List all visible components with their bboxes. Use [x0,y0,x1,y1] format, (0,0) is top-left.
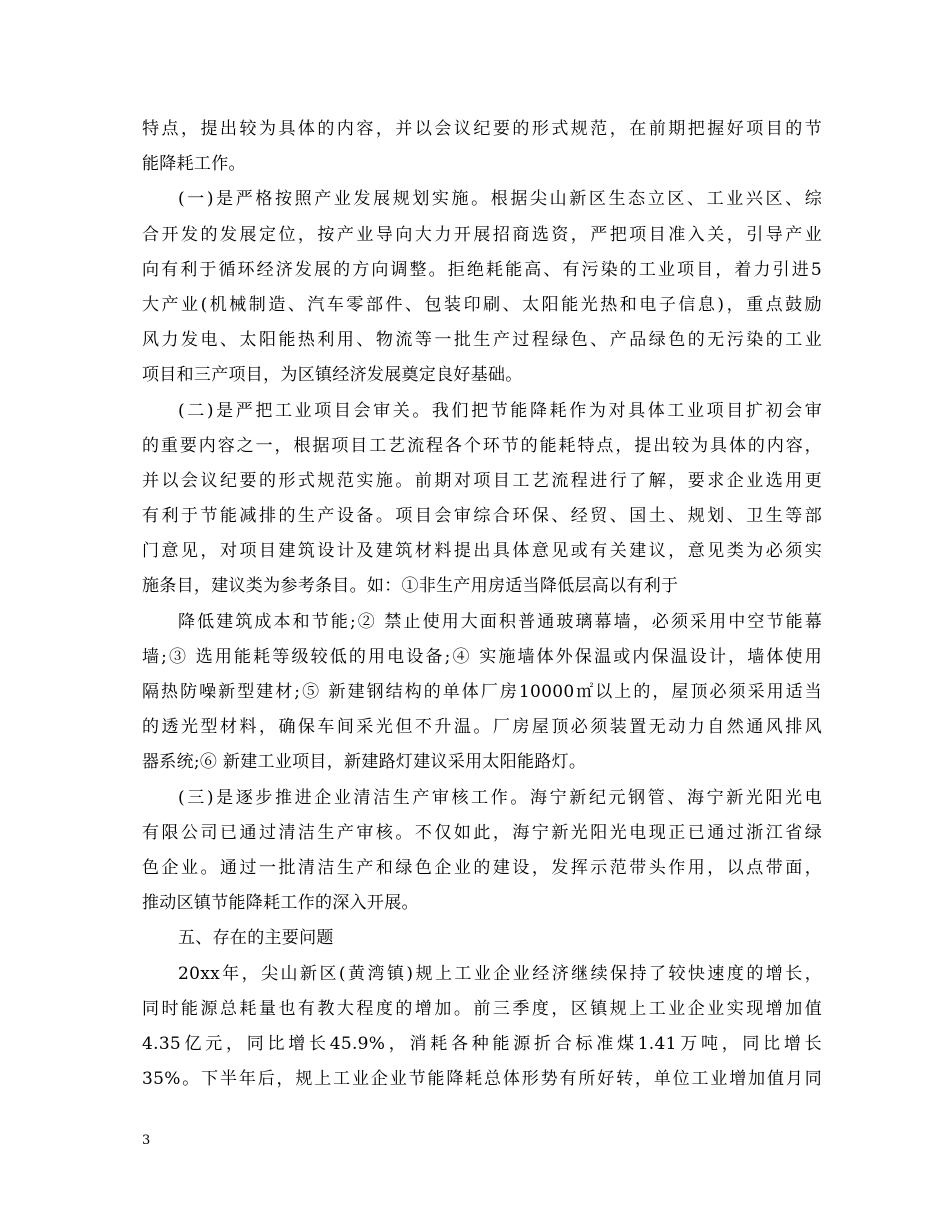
text-line: 大产业(机械制造、汽车零部件、包装印刷、太阳能光热和电子信息)，重点鼓励 [142,294,822,315]
text-line: 同时能源总耗量也有教大程度的增加。前三季度，区镇规上工业企业实现增加值 [142,998,822,1019]
text-line: 项目和三产项目，为区镇经济发展奠定良好基础。 [142,365,523,386]
text-line: 器系统;⑥ 新建工业项目，新建路灯建议采用太阳能路灯。 [142,752,587,773]
page-number: 3 [142,1133,151,1148]
text-line: 降低建筑成本和节能;② 禁止使用大面积普通玻璃幕墙，必须采用中空节能幕 [178,611,822,632]
text-line: 有限公司已通过清洁生产审核。不仅如此，海宁新光阳光电现正已通过浙江省绿 [142,822,822,843]
text-line: 隔热防噪新型建材;⑤ 新建钢结构的单体厂房10000㎡以上的，屋顶必须采用适当 [142,682,822,702]
text-line: 墙;③ 选用能耗等级较低的用电设备;④ 实施墙体外保温或内保温设计，墙体使用 [142,646,822,667]
text-line: 向有利于循环经济发展的方向调整。拒绝耗能高、有污染的工业项目，着力引进5 [142,259,822,280]
text-line: (三)是逐步推进企业清洁生产审核工作。海宁新纪元钢管、海宁新光阳光电 [178,787,822,808]
text-line: 能降耗工作。 [142,154,246,175]
body-text [142,112,822,1097]
text-line: 并以会议纪要的形式规范实施。前期对项目工艺流程进行了解，要求企业选用更 [142,470,822,491]
text-line: 35%。下半年后，规上工业企业节能降耗总体形势有所好转，单位工业增加值月同 [142,1069,822,1090]
text-line: (一)是严格按照产业发展规划实施。根据尖山新区生态立区、工业兴区、综 [178,189,822,210]
text-line: 的透光型材料，确保车间采光但不升温。厂房屋顶必须装置无动力自然通风排风 [142,717,822,738]
text-line: 的重要内容之一，根据项目工艺流程各个环节的能耗特点，提出较为具体的内容， [142,435,822,456]
text-line: 有利于节能减排的生产设备。项目会审综合环保、经贸、国土、规划、卫生等部 [142,506,822,527]
text-line: 20xx年，尖山新区(黄湾镇)规上工业企业经济继续保持了较快速度的增长， [178,963,822,984]
text-line: 合开发的发展定位，按产业导向大力开展招商选资，严把项目准入关，引导产业 [142,224,822,245]
text-line: 4.35亿元，同比增长45.9%，消耗各种能源折合标准煤1.41万吨，同比增长 [142,1033,822,1054]
text-line: 推动区镇节能降耗工作的深入开展。 [142,893,419,914]
text-line: 施条目，建议类为参考条目。如：①非生产用房适当降低层高以有利于 [142,576,679,597]
text-line: (二)是严把工业项目会审关。我们把节能降耗作为对具体工业项目扩初会审 [178,400,822,421]
text-line: 五、存在的主要问题 [178,928,334,949]
text-line: 风力发电、太阳能热利用、物流等一批生产过程绿色、产品绿色的无污染的工业 [142,330,822,351]
text-line: 色企业。通过一批清洁生产和绿色企业的建设，发挥示范带头作用，以点带面， [142,857,822,878]
text-line: 特点，提出较为具体的内容，并以会议纪要的形式规范，在前期把握好项目的节 [142,119,822,139]
text-line: 门意见，对项目建筑设计及建筑材料提出具体意见或有关建议，意见类为必须实 [142,541,822,562]
